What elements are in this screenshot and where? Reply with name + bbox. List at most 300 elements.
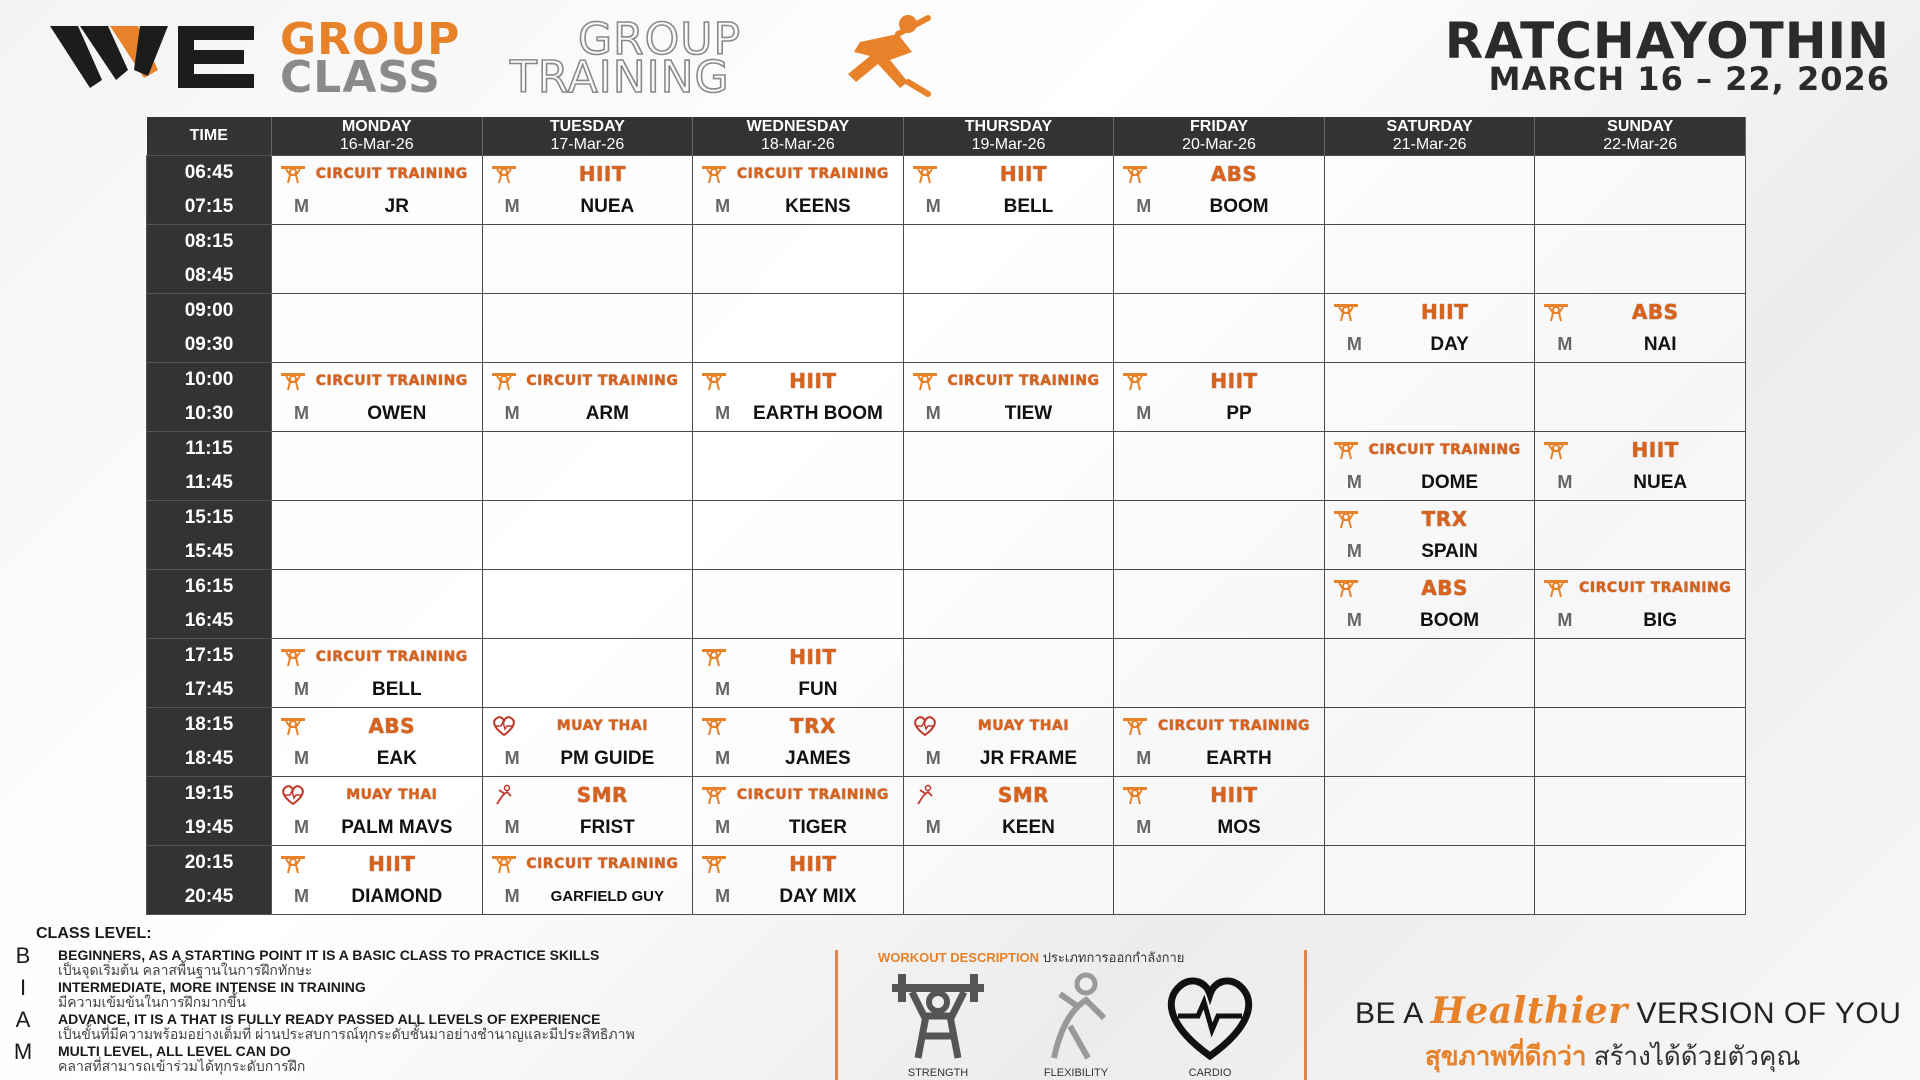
level-description-en: BEGINNERS, AS A STARTING POINT IT IS A BASIC CLASS TO PRACTICE SKILLS [58, 947, 600, 963]
class-slot[interactable] [1535, 570, 1746, 639]
class-slot[interactable] [903, 777, 1114, 846]
class-slot[interactable] [693, 708, 904, 777]
empty-slot [903, 501, 1114, 570]
empty-slot [903, 639, 1114, 708]
runner-icon [820, 12, 940, 97]
empty-slot [1535, 708, 1746, 777]
end-time: 11:45 [185, 472, 233, 493]
empty-slot [1535, 501, 1746, 570]
workout-type-label: CARDIO [1188, 1067, 1232, 1079]
start-time: 10:00 [184, 369, 234, 390]
class-name: HIIT [368, 852, 416, 876]
end-time: 17:45 [184, 679, 234, 700]
trainer-name: ARM [585, 403, 629, 424]
cardio-icon [280, 784, 306, 806]
empty-slot [1324, 363, 1535, 432]
class-level: M [504, 886, 520, 906]
workout-type-label: FLEXIBILITY [1043, 1067, 1109, 1079]
day-name: MONDAY [341, 118, 412, 135]
empty-slot [1324, 708, 1535, 777]
class-level: M [1136, 748, 1152, 768]
class-level: M [715, 886, 731, 906]
class-name: HIIT [1210, 783, 1258, 807]
cardio-icon [491, 715, 517, 737]
workout-description-en: WORKOUT DESCRIPTION [878, 950, 1040, 965]
schedule-table [146, 117, 1746, 915]
class-level: M [294, 886, 309, 906]
time-slot [147, 432, 272, 501]
class-slot[interactable] [693, 777, 904, 846]
strength-icon [912, 163, 938, 185]
time-slot [147, 639, 272, 708]
level-description-th: มีความเข้มข้นในการฝึกมากขึ้น [58, 994, 246, 1010]
level-description-en: MULTI LEVEL, ALL LEVEL CAN DO [58, 1043, 291, 1059]
trainer-name: TIGER [788, 817, 847, 838]
strength-icon [701, 370, 727, 392]
empty-slot [1535, 639, 1746, 708]
class-level: M [504, 748, 520, 768]
table-row [147, 432, 1746, 501]
end-time: 18:45 [184, 748, 234, 769]
trainer-name: BIG [1643, 610, 1678, 631]
class-slot[interactable] [693, 156, 904, 225]
trainer-name: NUEA [580, 196, 635, 217]
class-name: CIRCUIT TRAINING [526, 373, 679, 389]
strength-icon [1122, 784, 1148, 806]
day-name: SATURDAY [1386, 118, 1473, 135]
title-group-outline: GROUP [578, 14, 742, 65]
trainer-name: DAY MIX [779, 886, 857, 907]
empty-slot [693, 570, 904, 639]
trainer-name: BELL [1003, 196, 1054, 217]
empty-slot [272, 294, 483, 363]
trainer-name: TIEW [1004, 403, 1053, 424]
class-name: CIRCUIT TRAINING [1579, 580, 1732, 596]
class-slot[interactable] [482, 708, 693, 777]
level-description-th: คลาสที่สามารถเข้าร่วมได้ทุกระดับการฝึก [58, 1058, 306, 1074]
empty-slot [1324, 777, 1535, 846]
time-slot [147, 294, 272, 363]
end-time: 16:45 [184, 610, 234, 631]
class-name: CIRCUIT TRAINING [315, 373, 468, 389]
class-level: M [715, 817, 731, 837]
day-date: 22-Mar-26 [1603, 136, 1678, 153]
class-name: CIRCUIT TRAINING [315, 166, 468, 182]
class-level: M [294, 817, 309, 837]
class-name: ABS [1210, 162, 1258, 186]
table-row [147, 225, 1746, 294]
strength-icon [1333, 577, 1359, 599]
empty-slot [482, 294, 693, 363]
class-level: M [715, 748, 731, 768]
strength-icon [280, 163, 306, 185]
slogan-post: VERSION OF YOU [1636, 997, 1902, 1030]
trainer-name: KEEN [1002, 817, 1055, 838]
time-slot [147, 156, 272, 225]
class-level: M [504, 817, 520, 837]
empty-slot [1114, 432, 1325, 501]
empty-slot [482, 501, 693, 570]
class-slot[interactable] [903, 708, 1114, 777]
empty-slot [693, 501, 904, 570]
divider [1304, 950, 1307, 1080]
class-name: HIIT [1420, 300, 1469, 324]
empty-slot [272, 570, 483, 639]
class-level: M [1346, 541, 1362, 561]
class-level: M [504, 403, 520, 423]
strength-icon [1122, 370, 1148, 392]
empty-slot [903, 846, 1114, 915]
table-row [147, 294, 1746, 363]
time-slot [147, 708, 272, 777]
class-level: M [1136, 196, 1152, 216]
class-name: HIIT [789, 369, 837, 393]
trainer-name: JR FRAME [979, 748, 1078, 769]
strength-icon [491, 853, 517, 875]
day-date: 16-Mar-26 [339, 136, 414, 153]
trainer-name: KEENS [785, 196, 851, 217]
date-range: MARCH 16 – 22, 2026 [1488, 60, 1890, 98]
class-name: CIRCUIT TRAINING [736, 166, 889, 182]
class-name: MUAY THAI [346, 787, 438, 803]
strength-icon [280, 370, 306, 392]
class-level: M [715, 403, 731, 423]
class-slot[interactable] [1324, 570, 1535, 639]
slogan-highlight: Healthier [1430, 990, 1628, 1032]
workout-description-th: ประเภทการออกกำลังกาย [1042, 950, 1185, 965]
branch-name: RATCHAYOTHIN [1444, 12, 1890, 70]
class-slot[interactable] [1535, 432, 1746, 501]
class-level: M [294, 403, 309, 423]
class-level: M [1136, 817, 1152, 837]
trainer-name: GARFIELD GUY [550, 888, 665, 905]
class-level: M [925, 817, 941, 837]
flexibility-icon [491, 784, 517, 806]
table-row [147, 156, 1746, 225]
class-level: M [715, 679, 731, 699]
time-slot [147, 846, 272, 915]
class-level: M [294, 748, 309, 768]
start-time: 11:15 [185, 438, 233, 459]
title-class: CLASS [280, 52, 441, 103]
empty-slot [1114, 639, 1325, 708]
start-time: 08:15 [184, 231, 234, 252]
title-group: GROUP [280, 14, 461, 65]
class-slot[interactable] [272, 708, 483, 777]
strength-icon [1543, 439, 1569, 461]
time-slot [147, 501, 272, 570]
empty-slot [272, 225, 483, 294]
empty-slot [903, 570, 1114, 639]
empty-slot [272, 432, 483, 501]
start-time: 17:15 [184, 645, 234, 666]
empty-slot [903, 225, 1114, 294]
end-time: 20:45 [184, 886, 234, 907]
table-row [147, 708, 1746, 777]
class-name: MUAY THAI [556, 718, 648, 734]
class-slot[interactable] [482, 363, 693, 432]
we-logo [50, 18, 255, 96]
class-name: CIRCUIT TRAINING [736, 787, 889, 803]
class-name: ABS [368, 714, 416, 738]
cardio-icon [912, 715, 938, 737]
class-slot[interactable] [272, 156, 483, 225]
strength-icon [701, 646, 727, 668]
strength-icon [701, 784, 727, 806]
class-level: M [925, 403, 941, 423]
empty-slot [1324, 225, 1535, 294]
table-row [147, 570, 1746, 639]
level-letter: A [15, 1007, 31, 1032]
day-date: 18-Mar-26 [761, 136, 835, 153]
class-slot[interactable] [272, 363, 483, 432]
day-header [1324, 117, 1535, 156]
class-slot[interactable] [272, 777, 483, 846]
strength-icon [1543, 301, 1569, 323]
strength-icon [1333, 301, 1359, 323]
strength-icon [280, 646, 306, 668]
class-slot[interactable] [1324, 294, 1535, 363]
trainer-name: FRIST [579, 817, 635, 838]
class-slot[interactable] [1324, 432, 1535, 501]
strength-icon [1122, 163, 1148, 185]
class-name: CIRCUIT TRAINING [1158, 718, 1311, 734]
trainer-name: EARTH [1206, 748, 1272, 769]
slogan-pre: BE A [1355, 997, 1423, 1030]
table-row [147, 501, 1746, 570]
strength-icon [1333, 439, 1359, 461]
day-date: 21-Mar-26 [1392, 136, 1467, 153]
trainer-name: SPAIN [1421, 541, 1478, 562]
workout-type [888, 970, 998, 1079]
day-name: SUNDAY [1607, 118, 1674, 135]
empty-slot [1535, 156, 1746, 225]
workout-description-title [878, 947, 1184, 968]
class-slot[interactable] [482, 846, 693, 915]
class-name: HIIT [1210, 369, 1258, 393]
class-slot[interactable] [1535, 294, 1746, 363]
cardio-icon [1160, 1049, 1260, 1066]
level-description-en: INTERMEDIATE, MORE INTENSE IN TRAINING [58, 979, 366, 995]
class-name: HIIT [1631, 438, 1679, 462]
table-row [147, 363, 1746, 432]
class-slot[interactable] [272, 639, 483, 708]
level-letter: I [19, 975, 27, 1000]
empty-slot [1324, 846, 1535, 915]
class-level: M [504, 196, 520, 216]
class-name: CIRCUIT TRAINING [1368, 442, 1521, 458]
empty-slot [1535, 846, 1746, 915]
class-level: M [294, 196, 309, 216]
trainer-name: OWEN [367, 403, 427, 424]
class-level: M [1346, 610, 1362, 630]
empty-slot [693, 432, 904, 501]
class-slot[interactable] [482, 156, 693, 225]
trainer-name: BELL [371, 679, 422, 700]
empty-slot [272, 501, 483, 570]
trainer-name: NUEA [1633, 472, 1688, 493]
day-header [272, 117, 483, 156]
class-level: M [925, 748, 941, 768]
class-level: M [1136, 403, 1152, 423]
empty-slot [1114, 294, 1325, 363]
class-slot[interactable] [693, 846, 904, 915]
strength-icon [1122, 715, 1148, 737]
divider [835, 950, 838, 1080]
day-date: 19-Mar-26 [971, 136, 1046, 153]
trainer-name: EARTH BOOM [752, 403, 883, 424]
class-name: ABS [1421, 576, 1468, 600]
empty-slot [1114, 846, 1325, 915]
class-level: M [1557, 334, 1573, 354]
empty-slot [1114, 501, 1325, 570]
class-slot[interactable] [903, 156, 1114, 225]
strength-icon [701, 163, 727, 185]
trainer-name: PM GUIDE [560, 748, 655, 769]
start-time: 20:15 [184, 852, 234, 873]
class-slot[interactable] [272, 846, 483, 915]
end-time: 15:45 [184, 541, 234, 562]
day-date: 17-Mar-26 [550, 136, 625, 153]
day-header [482, 117, 693, 156]
time-header: TIME [147, 117, 272, 156]
strength-icon [701, 715, 727, 737]
strength-icon [1333, 508, 1359, 530]
trainer-name: JR [384, 196, 409, 217]
workout-type [1026, 970, 1136, 1079]
empty-slot [693, 294, 904, 363]
logo-text: WE [50, 18, 52, 19]
strength-icon [888, 1049, 988, 1066]
class-name: TRX [789, 714, 836, 738]
trainer-name: JAMES [785, 748, 851, 769]
class-name: HIIT [789, 852, 837, 876]
class-name: ABS [1631, 300, 1679, 324]
table-row [147, 777, 1746, 846]
class-level: M [925, 196, 941, 216]
class-slot[interactable] [1114, 708, 1325, 777]
class-name: HIIT [789, 645, 837, 669]
strength-icon [1543, 577, 1569, 599]
class-name: SMR [997, 783, 1050, 807]
strength-icon [280, 715, 306, 737]
time-slot [147, 363, 272, 432]
time-slot [147, 225, 272, 294]
empty-slot [482, 225, 693, 294]
trainer-name: DIAMOND [351, 886, 443, 907]
day-header [693, 117, 904, 156]
level-letter: B [15, 943, 31, 968]
level-description-th: เป็นจุดเริ่มต้น คลาสพื้นฐานในการฝึกทักษะ [58, 962, 313, 978]
end-time: 10:30 [184, 403, 234, 424]
slogan [1355, 990, 1901, 1032]
day-name: TUESDAY [549, 118, 625, 135]
start-time: 18:15 [184, 714, 234, 735]
time-slot [147, 777, 272, 846]
day-header [1114, 117, 1325, 156]
class-slot[interactable] [903, 363, 1114, 432]
workout-type [1160, 970, 1270, 1079]
class-slot[interactable] [693, 639, 904, 708]
empty-slot [1324, 639, 1535, 708]
strength-icon [491, 163, 517, 185]
trainer-name: NAI [1643, 334, 1677, 355]
class-slot[interactable] [482, 777, 693, 846]
day-header [1535, 117, 1746, 156]
empty-slot [1535, 363, 1746, 432]
class-slot[interactable] [1324, 501, 1535, 570]
flexibility-icon [1026, 1049, 1126, 1066]
start-time: 16:15 [184, 576, 234, 597]
class-level: M [1557, 610, 1573, 630]
class-level: M [1557, 472, 1573, 492]
empty-slot [1114, 570, 1325, 639]
class-level-title: CLASS LEVEL: [36, 925, 152, 942]
trainer-name: EAK [376, 748, 417, 769]
start-time: 19:15 [184, 783, 234, 804]
class-name: TRX [1421, 507, 1468, 531]
class-name: MUAY THAI [977, 718, 1070, 734]
day-header [903, 117, 1114, 156]
class-slot[interactable] [1114, 777, 1325, 846]
end-time: 07:15 [184, 196, 234, 217]
class-name: CIRCUIT TRAINING [315, 649, 468, 665]
workout-type-label: STRENGTH [907, 1067, 969, 1079]
strength-icon [280, 853, 306, 875]
class-name: HIIT [999, 162, 1048, 186]
empty-slot [693, 225, 904, 294]
class-level: M [294, 679, 309, 699]
class-slot[interactable] [693, 363, 904, 432]
start-time: 15:15 [184, 507, 234, 528]
end-time: 09:30 [184, 334, 234, 355]
level-description-th: เป็นขั้นที่มีความพร้อมอย่างเต็มที่ ผ่านประสบการณ์ทุกระดับชั้นมาอย่างชำนาญและมีประสิทธิภาพ [58, 1026, 635, 1042]
trainer-name: BOOM [1209, 196, 1269, 217]
slogan-thai-rest: สร้างได้ด้วยตัวคุณ [1593, 1041, 1801, 1071]
day-name: WEDNESDAY [746, 118, 850, 135]
time-slot [147, 570, 272, 639]
trainer-name: BOOM [1420, 610, 1480, 631]
start-time: 09:00 [184, 300, 234, 321]
class-name: CIRCUIT TRAINING [526, 856, 679, 872]
strength-icon [491, 370, 517, 392]
empty-slot [1324, 156, 1535, 225]
class-name: SMR [576, 783, 628, 807]
class-name: HIIT [578, 162, 626, 186]
trainer-name: PP [1226, 403, 1252, 424]
trainer-name: MOS [1217, 817, 1261, 838]
slogan-thai-accent: สุขภาพที่ดีกว่า [1425, 1041, 1587, 1071]
level-letter: M [13, 1039, 33, 1064]
empty-slot [1114, 225, 1325, 294]
strength-icon [701, 853, 727, 875]
empty-slot [482, 570, 693, 639]
title-training-outline: TRAINING [510, 52, 730, 103]
empty-slot [903, 294, 1114, 363]
class-level: M [1346, 472, 1362, 492]
level-description-en: ADVANCE, IT IS A THAT IS FULLY READY PASSED ALL LEVELS OF EXPERIENCE [58, 1011, 601, 1027]
empty-slot [482, 432, 693, 501]
day-name: THURSDAY [964, 118, 1053, 135]
class-slot[interactable] [1114, 363, 1325, 432]
table-row [147, 846, 1746, 915]
trainer-name: FUN [798, 679, 838, 700]
slogan-thai [1425, 1036, 1801, 1077]
class-slot[interactable] [1114, 156, 1325, 225]
class-level: M [715, 196, 731, 216]
trainer-name: DOME [1421, 472, 1479, 493]
empty-slot [1535, 225, 1746, 294]
